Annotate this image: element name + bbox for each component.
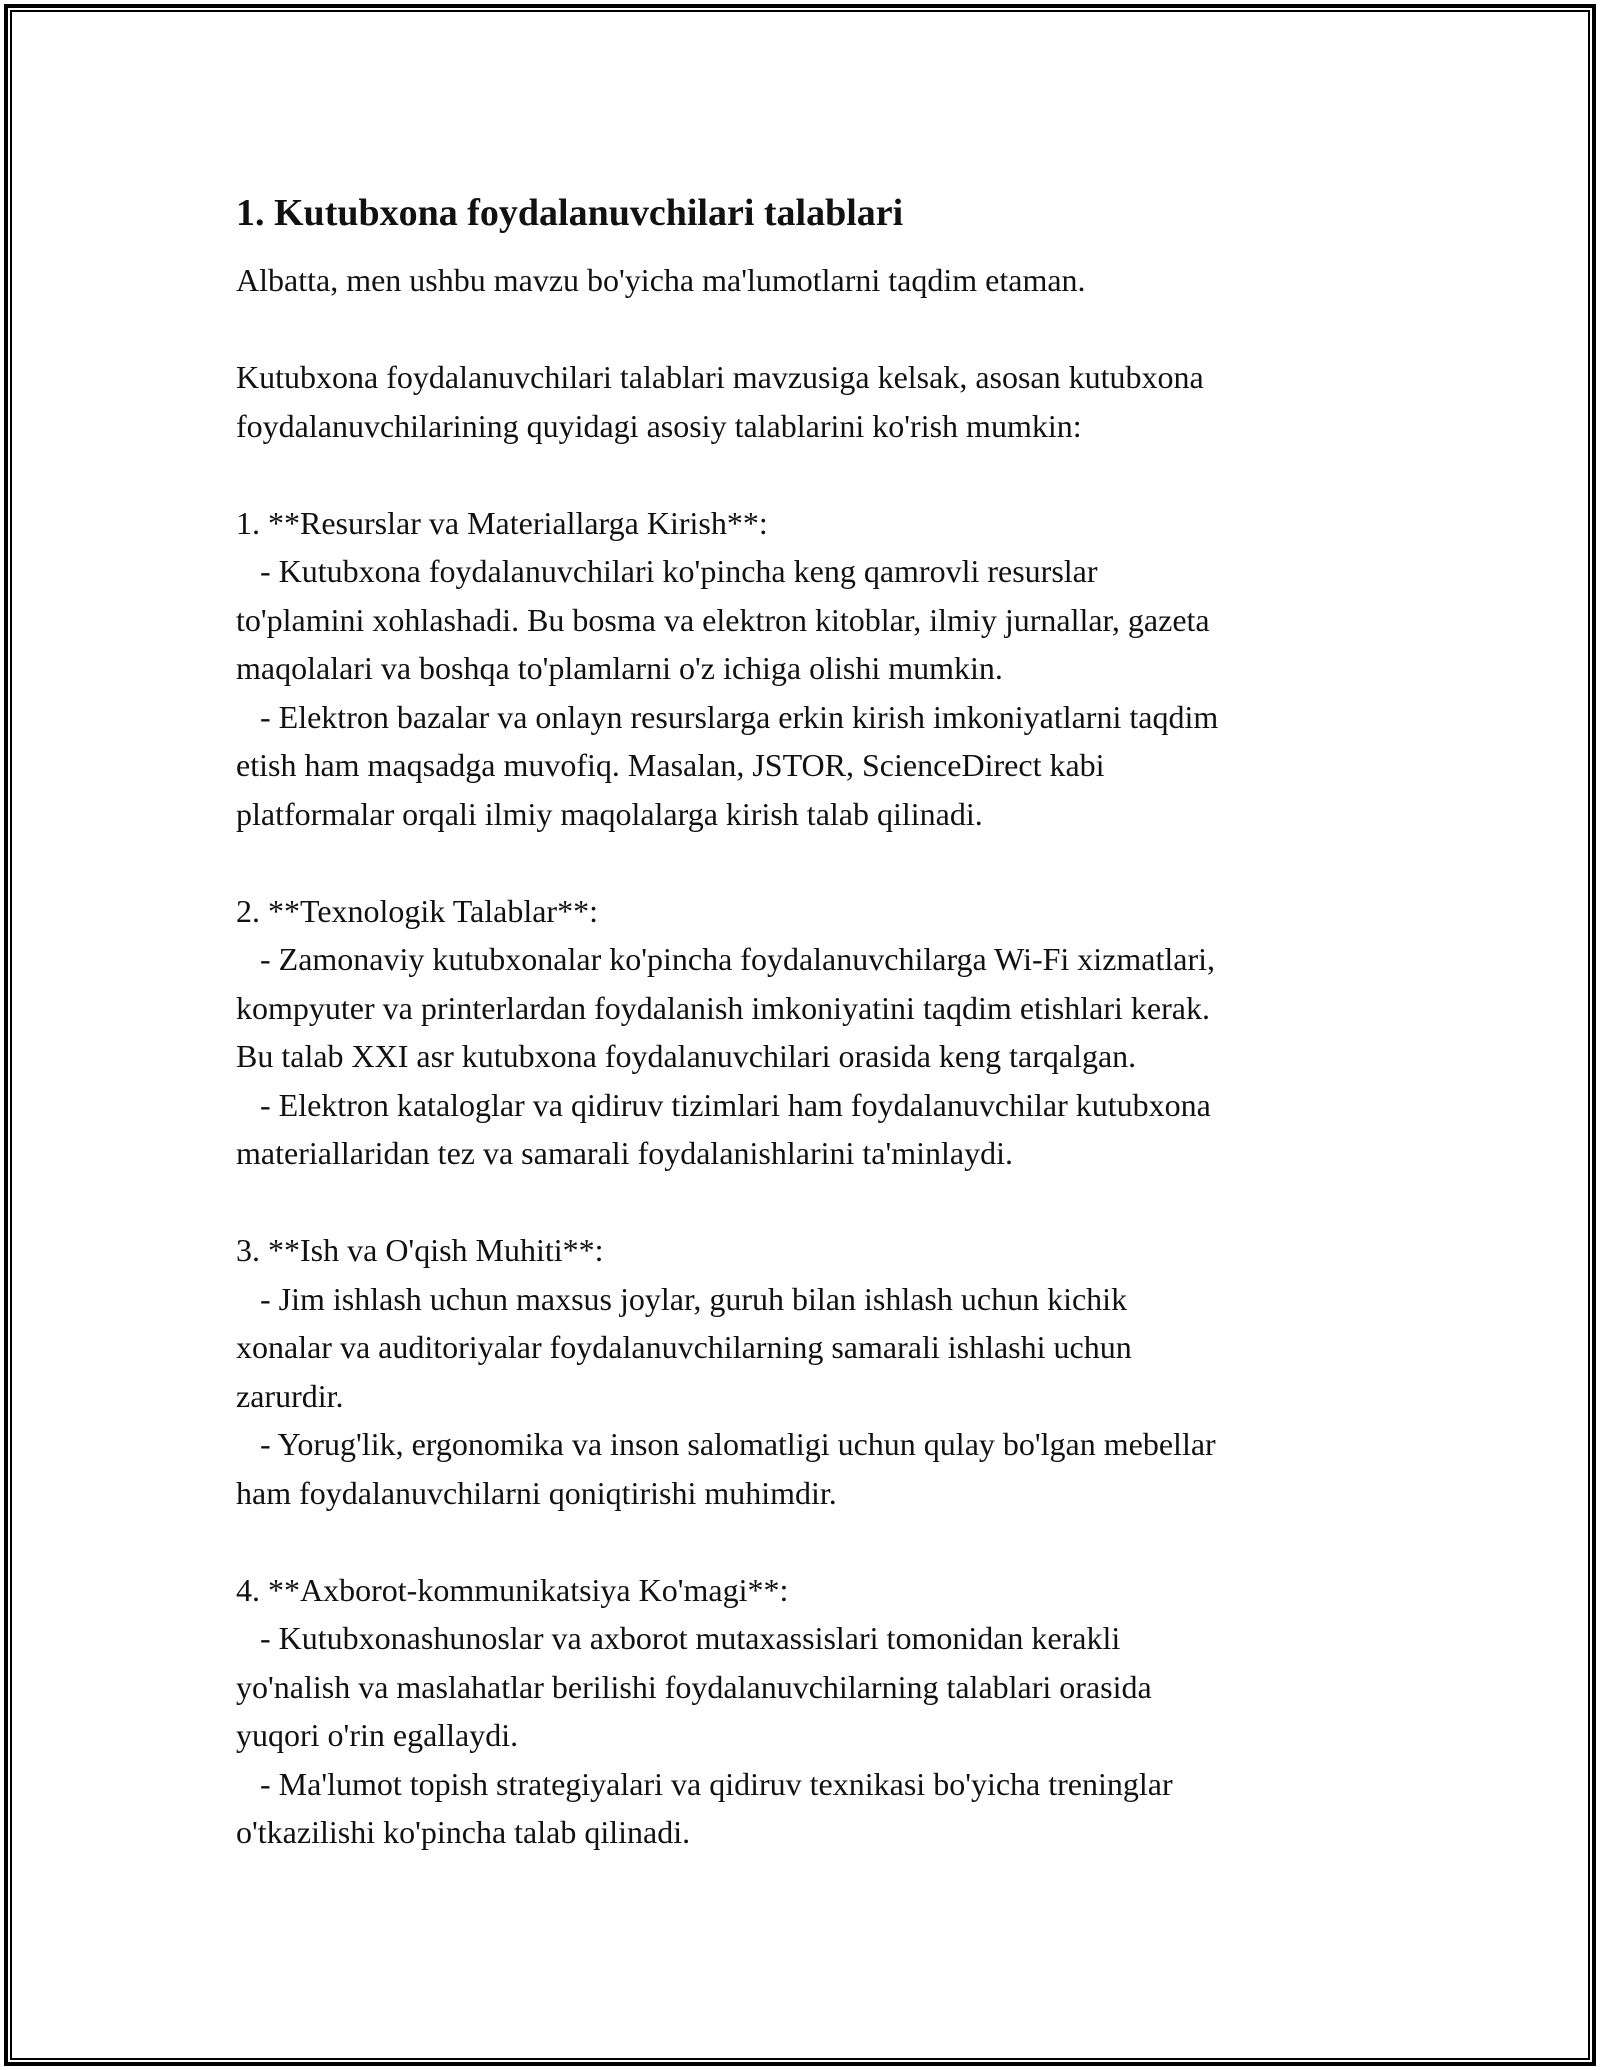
document-page: [236, 186, 1416, 1857]
document-body: Albatta, men ushbu mavzu bo'yicha ma'lumotlarni taqdim etaman. Kutubxona foydalanuvchilari talablari mavzusiga kelsak, asosan kutubxona foydalanuvchilarining quyidagi asosiy talablarini ko'rish mumkin: 1. **Resurslar va Materiallarga Kirish**: - Kutubxona foydalanuvchilari ko'pincha keng qamrovli resurslar to'plamini xohlashadi. Bu bosma va elektron kitoblar, ilmiy jurnallar, gazeta maqolalari va boshqa to'plamlarni o'z ichiga olishi mumkin. - Elektron bazalar va onlayn resurslarga erkin kirish imkoniyatlarni taqdim etish ham maqsadga muvofiq. Masalan, JSTOR, ScienceDirect kabi platformalar orqali ilmiy maqolalarga kirish talab qilinadi. 2. **Texnologik Talablar**: - Zamonaviy kutubxonalar ko'pincha foydalanuvchilarga Wi-Fi xizmatlari, kompyuter va printerlardan foydalanish imkoniyatini taqdim etishlari kerak. Bu talab XXI asr kutubxona foydalanuvchilari orasida keng tarqalgan. - Elektron kataloglar va qidiruv tizimlari ham foydalanuvchilar kutubxona materiallaridan tez va samarali foydalanishlarini ta'minlaydi. 3. **Ish va O'qish Muhiti**: - Jim ishlash uchun maxsus joylar, guruh bilan ishlash uchun kichik xonalar va auditoriyalar foydalanuvchilarning samarali ishlashi uchun zarurdir. - Yorug'lik, ergonomika va inson salomatligi uchun qulay bo'lgan mebellar ham foydalanuvchilarni qoniqtirishi muhimdir. 4. **Axborot-kommunikatsiya Ko'magi**: - Kutubxonashunoslar va axborot mutaxassislari tomonidan kerakli yo'nalish va maslahatlar berilishi foydalanuvchilarning talablari orasida yuqori o'rin egallaydi. - Ma'lumot topish strategiyalari va qidiruv texnikasi bo'yicha treninglar o'tkazilishi ko'pincha talab qilinadi.: [236, 262, 1219, 1850]
document-heading: 1. Kutubxona foydalanuvchilari talablari: [236, 192, 904, 234]
